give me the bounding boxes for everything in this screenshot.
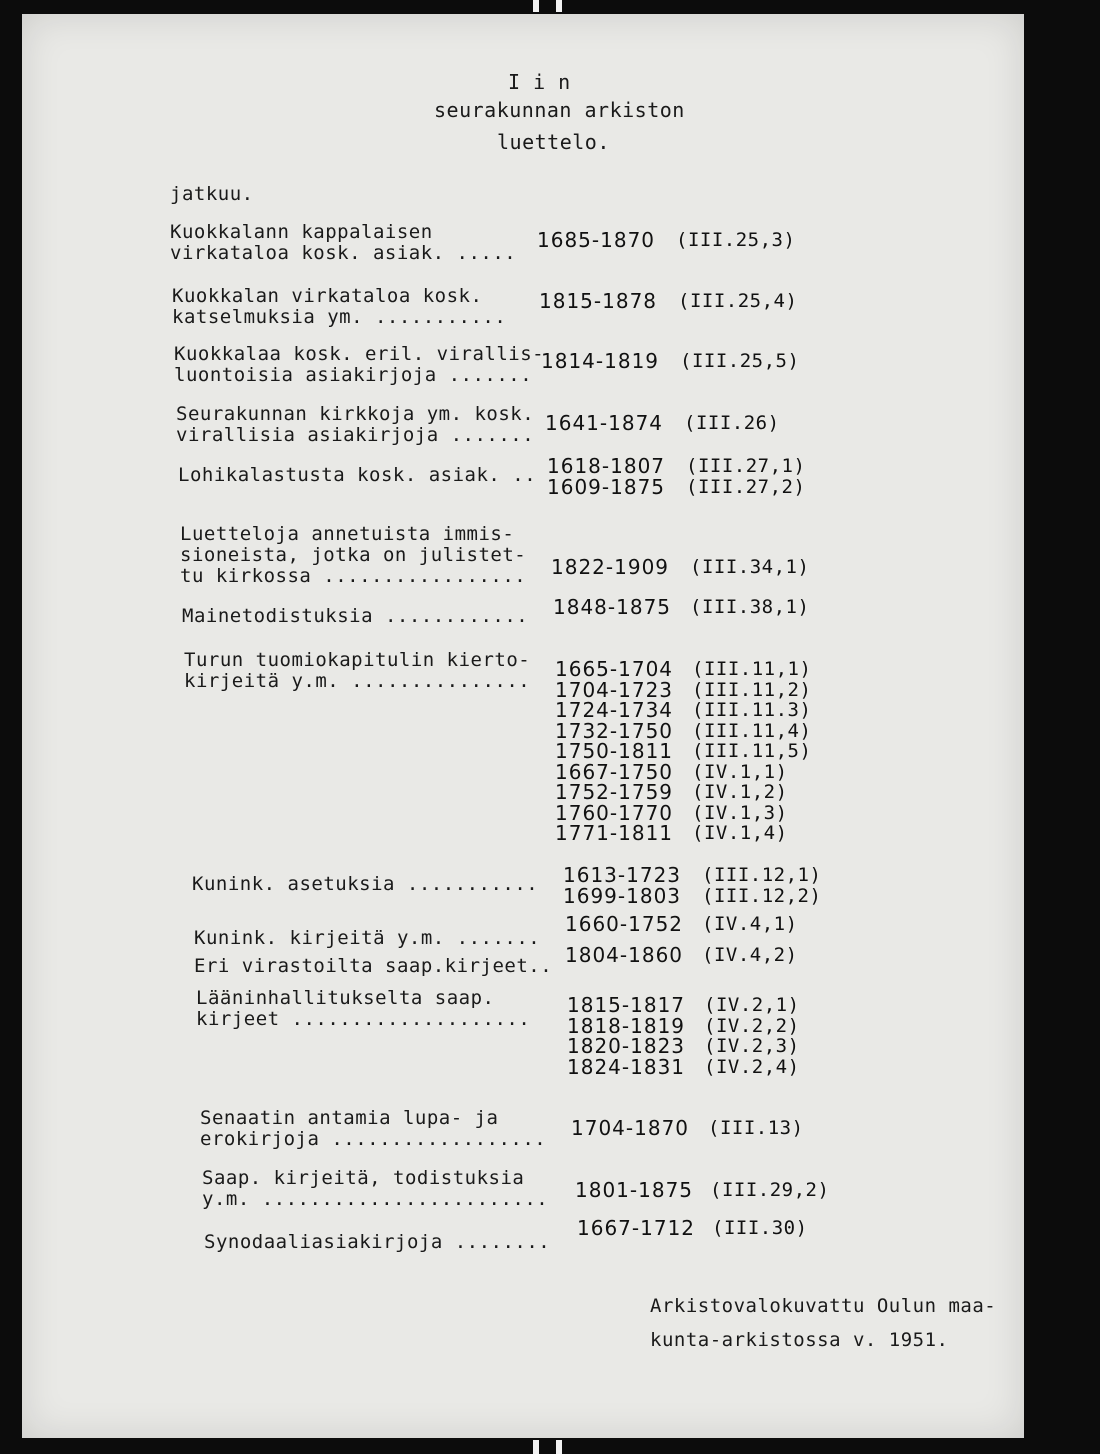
archive-code: (III.11,2) (692, 678, 812, 701)
date-range: 1641-1874 (545, 411, 664, 435)
archive-code: (IV.2,4) (704, 1055, 800, 1078)
date-range: 1820-1823 (567, 1034, 686, 1058)
entry-description: katselmuksia ym. ........... (172, 306, 507, 328)
header-subtitle: seurakunnan arkiston (434, 98, 685, 122)
entry-description: Kuokkalaa kosk. eril. virallis- (174, 343, 545, 365)
entry-dates (539, 291, 657, 312)
archive-code: (III.27,1) (686, 455, 806, 477)
entry-codes (686, 456, 805, 497)
date-range: 1814-1819 (541, 349, 660, 373)
date-range: 1660-1752 (565, 912, 684, 936)
archive-code: (III.12,2) (702, 884, 822, 907)
entry-dates (555, 659, 673, 844)
archive-code: (III.26) (684, 412, 780, 434)
archive-code: (IV.1,1) (692, 760, 788, 783)
entry-description: y.m. ........................ (202, 1188, 549, 1210)
entry-codes (684, 413, 780, 434)
entry-codes (708, 1118, 804, 1139)
date-range: 1815-1817 (567, 993, 686, 1017)
entry-codes (690, 597, 809, 618)
entry-codes (704, 995, 800, 1077)
entry-dates (565, 914, 683, 935)
header-title: I i n (508, 70, 571, 94)
film-mark-bottom (533, 1440, 539, 1454)
entry-codes (712, 1218, 808, 1239)
date-range: 1724-1734 (555, 698, 674, 722)
date-range: 1815-1878 (539, 289, 658, 313)
entry-description: Turun tuomiokapitulin kierto- (184, 649, 531, 671)
date-range: 1685-1870 (537, 228, 656, 252)
archive-code: (IV.4,2) (702, 944, 798, 966)
date-range: 1824-1831 (567, 1054, 686, 1079)
entry-dates (571, 1118, 689, 1139)
archive-code: (IV.2,3) (704, 1035, 800, 1057)
entry-dates (575, 1180, 693, 1201)
entry-dates (567, 995, 685, 1077)
footer-line-2: kunta-arkistossa v. 1951. (650, 1329, 949, 1351)
film-mark-bottom-2 (556, 1440, 562, 1454)
date-range: 1752-1759 (555, 780, 674, 804)
archive-code: (IV.1,3) (692, 801, 788, 824)
entry-description: Kunink. asetuksia ........... (192, 873, 539, 895)
entry-dates (553, 597, 671, 618)
date-range: 1848-1875 (553, 595, 672, 619)
entry-dates (551, 557, 669, 578)
header-subtitle-2: luettelo. (497, 130, 610, 154)
date-range: 1822-1909 (551, 555, 670, 579)
entry-description: Lääninhallitukselta saap. (196, 987, 495, 1009)
entry-codes (702, 945, 798, 966)
entry-description: Saap. kirjeitä, todistuksia (202, 1167, 525, 1189)
entry-description: erokirjoja .................. (200, 1128, 547, 1150)
entry-description: luontoisia asiakirjoja ....... (174, 364, 533, 386)
entry-description: Kunink. kirjeitä y.m. ....... (194, 927, 541, 949)
entry-description: Seurakunnan kirkkoja ym. kosk. (176, 403, 535, 425)
entry-description: virallisia asiakirjoja ....... (176, 424, 535, 446)
entry-description: Luetteloja annetuista immis- (180, 523, 515, 545)
date-range: 1609-1875 (547, 474, 666, 499)
entry-description: kirjeet .................... (196, 1008, 531, 1030)
entry-codes (690, 557, 809, 578)
entry-dates (541, 351, 659, 372)
date-range: 1771-1811 (555, 821, 674, 845)
date-range: 1804-1860 (565, 943, 684, 967)
entry-description: Kuokkalan virkataloa kosk. (172, 285, 483, 307)
date-range: 1618-1807 (547, 454, 666, 478)
entry-dates (565, 945, 683, 966)
archive-code: (III.27,2) (686, 475, 806, 498)
archive-code: (IV.4,1) (702, 913, 798, 935)
archive-code: (III.11,5) (692, 740, 812, 762)
date-range: 1665-1704 (555, 657, 674, 681)
entry-codes (702, 914, 798, 935)
archive-code: (III.11,1) (692, 658, 812, 680)
entry-dates (577, 1218, 695, 1239)
archive-code: (III.11,4) (692, 719, 812, 742)
date-range: 1704-1870 (571, 1116, 690, 1140)
entry-description: tu kirkossa ................. (180, 565, 527, 587)
footer-line: Arkistovalokuvattu Oulun maa- (650, 1295, 997, 1317)
archive-code: (III.25,5) (680, 350, 800, 372)
archive-code: (III.11.3) (692, 699, 812, 721)
entry-description: virkataloa kosk. asiak. ..... (170, 242, 517, 264)
date-range: 1801-1875 (575, 1178, 694, 1202)
archive-code: (III.29,2) (710, 1179, 830, 1201)
date-range: 1704-1723 (555, 677, 674, 702)
date-range: 1818-1819 (567, 1013, 686, 1038)
entry-codes (710, 1180, 829, 1201)
archive-code: (III.34,1) (690, 556, 810, 578)
film-mark-top (533, 0, 539, 12)
entry-description: Mainetodistuksia ............ (182, 605, 529, 627)
archive-code: (IV.2,1) (704, 994, 800, 1016)
date-range: 1667-1712 (577, 1216, 696, 1240)
date-range: 1760-1770 (555, 800, 674, 825)
archive-code: (III.13) (708, 1117, 804, 1139)
date-range: 1667-1750 (555, 759, 674, 784)
entry-dates (537, 230, 655, 251)
entry-description: sioneista, jotka on julistet- (180, 544, 527, 566)
entry-codes (678, 291, 797, 312)
entry-description: Senaatin antamia lupa- ja (200, 1107, 499, 1129)
entry-description: kirjeitä y.m. ............... (184, 670, 531, 692)
entry-description: Lohikalastusta kosk. asiak. .. (178, 464, 537, 486)
archive-code: (III.25,4) (678, 290, 798, 312)
archive-code: (III.30) (712, 1217, 808, 1239)
entry-dates (563, 865, 681, 906)
entry-description: Synodaaliasiakirjoja ........ (204, 1231, 551, 1253)
entry-codes (680, 351, 799, 372)
entry-description: Kuokkalann kappalaisen (170, 221, 433, 243)
archive-code: (IV.2,2) (704, 1014, 800, 1037)
date-range: 1699-1803 (563, 883, 682, 908)
archive-code: (III.12,1) (702, 864, 822, 886)
archive-code: (III.38,1) (690, 596, 810, 618)
date-range: 1732-1750 (555, 718, 674, 743)
archive-code: (IV.1,2) (692, 781, 788, 803)
entry-description: Eri virastoilta saap.kirjeet.. (194, 955, 553, 977)
film-mark-top-2 (556, 0, 562, 12)
entry-dates (547, 456, 665, 497)
date-range: 1750-1811 (555, 739, 674, 763)
entry-codes (676, 230, 795, 251)
entry-dates (545, 413, 663, 434)
continued-label: jatkuu. (170, 183, 254, 205)
entry-codes (702, 865, 821, 906)
archive-code: (III.25,3) (676, 229, 796, 251)
archive-code: (IV.1,4) (692, 822, 788, 844)
entry-codes (692, 659, 811, 844)
date-range: 1613-1723 (563, 863, 682, 887)
